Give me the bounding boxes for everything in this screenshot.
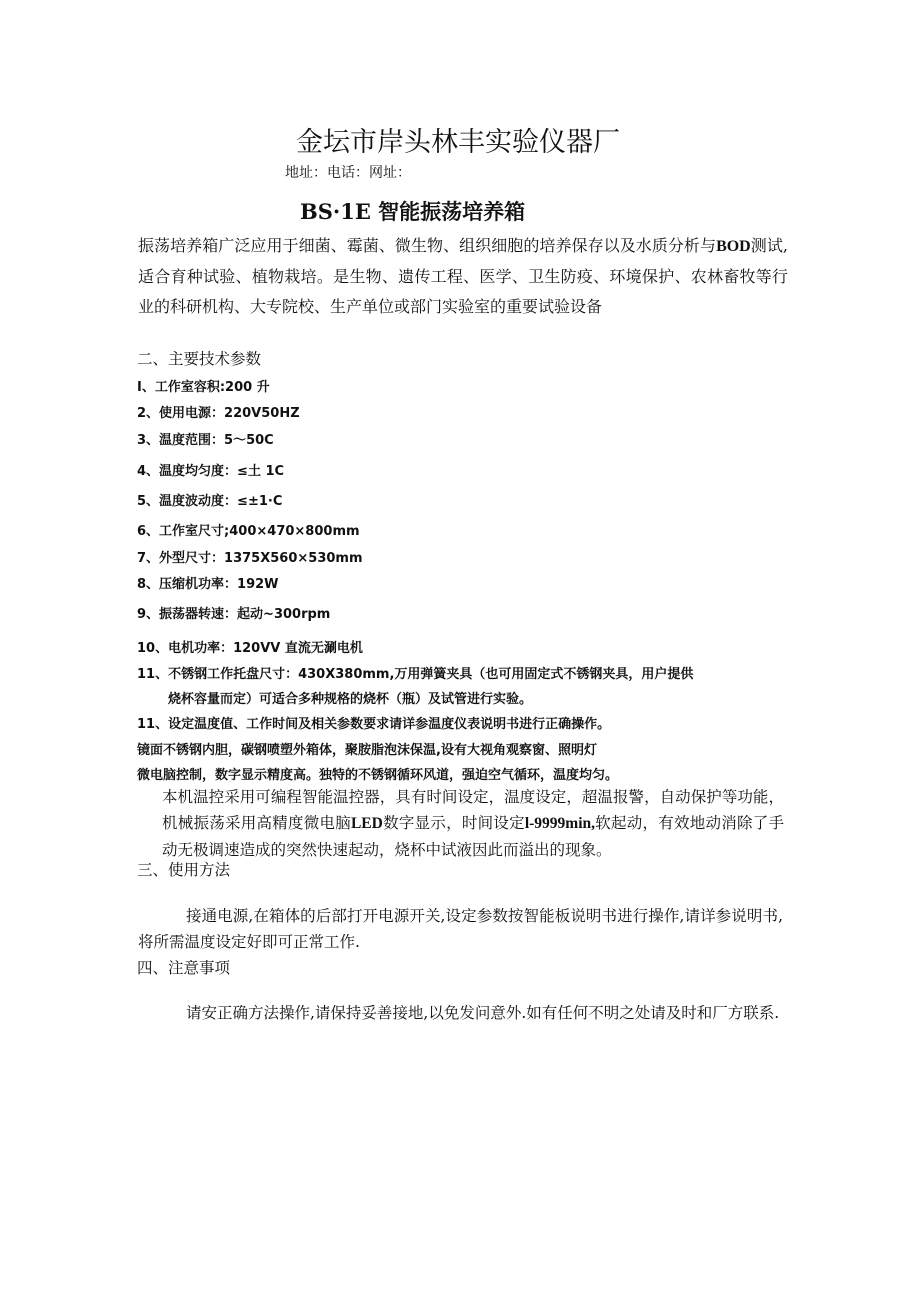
specs-heading: 二、主要技术参数 (137, 350, 262, 368)
intro-text-1: 振荡培养箱广泛应用于细菌、霉菌、微生物、组织细胞的培养保存以及水质分析与 (138, 236, 717, 255)
spec-item: 6、工作室尺寸;400×470×800mm (137, 524, 360, 539)
spec-item: 2、使用电源：220V50HZ (137, 406, 300, 421)
spec-item: 9、振荡器转速：起动~300rpm (137, 607, 331, 622)
spec-item: 5、温度波动度：≤±1·C (137, 494, 283, 509)
usage-heading: 三、使用方法 (137, 861, 231, 879)
spec-item: 7、外型尺寸：1375X560×530mm (137, 551, 363, 566)
control-range: l-9999min, (524, 815, 595, 832)
spec-item: 8、压缩机功率：192W (137, 577, 279, 592)
product-title: BS·1E 智能振荡培养箱 (300, 199, 526, 224)
intro-paragraph (138, 231, 788, 322)
notes-paragraph: 请安正确方法操作,请保持妥善接地,以免发问意外.如有任何不明之处请及时和厂方联系. (186, 1004, 780, 1022)
control-text-2: 数字显示，时间设定 (382, 814, 525, 832)
control-paragraph (162, 784, 784, 863)
company-name: 金坛市岸头林丰实验仪器厂 (296, 127, 620, 158)
spec-item: 4、温度均匀度：≤土 1C (137, 464, 285, 479)
intro-text-2: 测试,适合育种试验、植物栽培。是生物、遗传工程、医学、卫生防疫、环境保护、农林畜牧等行业的科研机构、大专院校、生产单位或部门实验室的重要试验设备 (138, 236, 788, 316)
spec-item: I、工作室容积:200 升 (137, 380, 270, 395)
usage-paragraph: 接通电源,在箱体的后部打开电源开关,设定参数按智能板说明书进行操作,请详参说明书,将所需温度设定好即可正常工作. (138, 907, 783, 951)
feature-line: 镜面不锈钢内胆，碳钢喷塑外箱体，聚胺脂泡沫保温,设有大视角观察窗、照明灯 (137, 743, 597, 758)
spec-item-continuation: 烧杯容量而定）可适合多种规格的烧杯（瓶）及试管进行实验。 (168, 692, 533, 707)
spec-item: 10、电机功率：120VV 直流无涮电机 (137, 641, 363, 656)
spec-item: 11、设定温度值、工作时间及相关参数要求请详参温度仪表说明书进行正确操作。 (137, 717, 611, 732)
feature-line: 微电脑控制，数字显示精度高。独特的不锈钢循环风道，强迫空气循环，温度均匀。 (137, 768, 619, 783)
notes-heading: 四、注意事项 (137, 959, 231, 977)
control-text-1: 本机温控采用可编程智能温控器，具有时间设定，温度设定，超温报警，自动保护等功能，机械振荡采用高精度微电脑 (162, 788, 784, 832)
control-led: LED (350, 815, 383, 832)
control-text-3: 软起动，有效地动消除了手动无极调速造成的突然快速起动，烧杯中试液因此而溢出的现象。 (162, 814, 784, 859)
contact-line: 地址：电话：网址： (285, 165, 411, 181)
spec-item: 11、不锈钢工作托盘尺寸：430X380mm,万用弹簧夹具（也可用固定式不锈钢夹具，用户提供 (137, 667, 694, 682)
spec-item: 3、温度范围：5～50C (137, 433, 274, 448)
intro-bod: BOD (716, 238, 751, 255)
